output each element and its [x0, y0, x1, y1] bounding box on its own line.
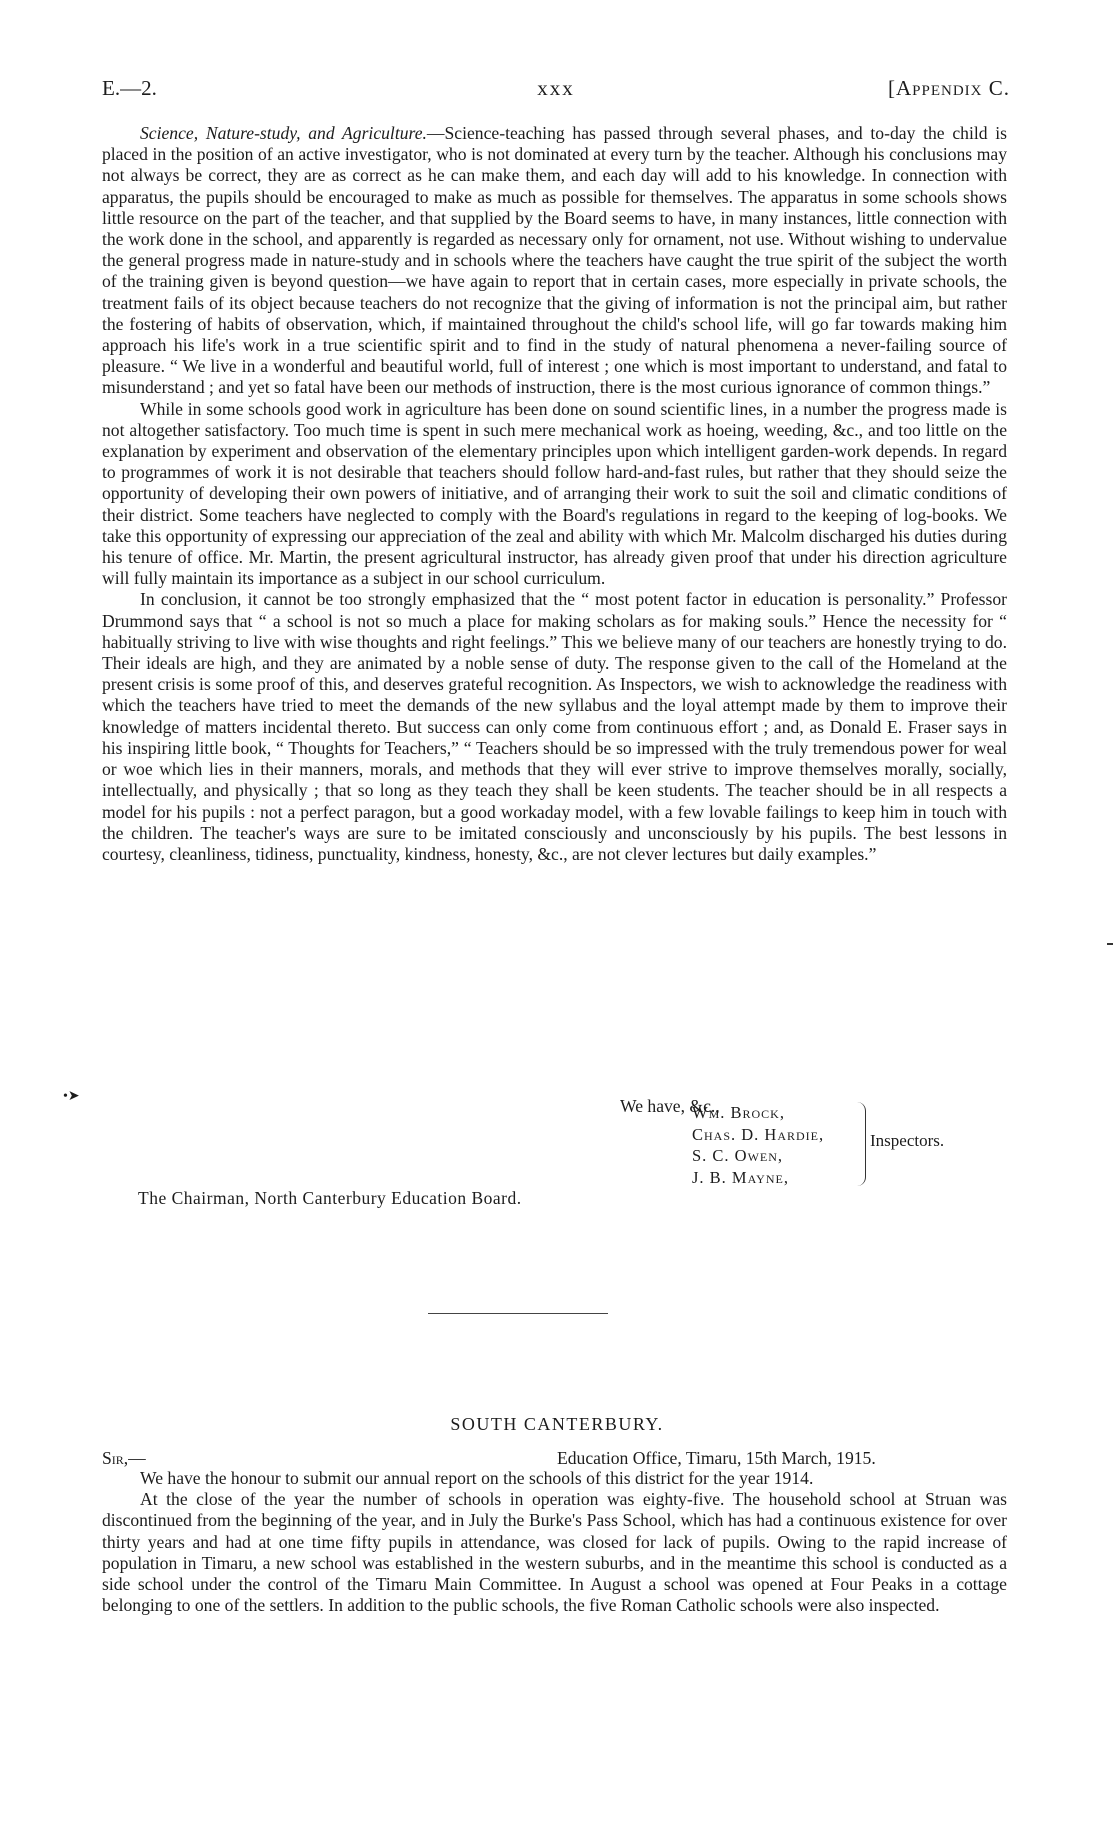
addressee: The Chairman, North Canterbury Education Board. — [138, 1188, 522, 1208]
signatory-list — [692, 1102, 824, 1188]
salutation: Sir,— — [102, 1448, 146, 1468]
dateline: Education Office, Timaru, 15th March, 1915. — [557, 1448, 876, 1468]
signatory-name: S. C. Owen, — [692, 1146, 784, 1165]
section-divider — [428, 1313, 608, 1314]
signatory-brace — [857, 1102, 866, 1186]
paragraph-schools-in-operation: At the close of the year the number of schools in operation was eighty-five. The household school at Struan was discontinued from the beginning of the year, and in July the Burke's Pass School, which has had a continuous existence for over thirty years and had at one time fifty pupils in attendance, was closed for lack of pupils. Owing to the rapid increase of population in Timaru, a new school was established in the western suburbs, and in the meantime this school is conducted as a side school under the control of the Timaru Main Committee. In August a school was opened at Four Peaks in a cottage belonging to one of the settlers. In addition to the public schools, the five Roman Catholic schools were also inspected. — [102, 1489, 1007, 1616]
north-canterbury-report-body — [102, 123, 1007, 865]
signatory-name: Wm. Brock, — [692, 1103, 785, 1122]
header-report-code: E.—2. — [102, 76, 157, 100]
page-header — [102, 76, 1010, 106]
paragraph-heading: Science, Nature-study, and Agriculture. — [140, 123, 427, 143]
margin-arrow-mark: •➤ — [63, 1089, 80, 1104]
signatory-role: Inspectors. — [870, 1131, 945, 1150]
margin-mark — [1107, 943, 1113, 945]
signatory-name: Chas. D. Hardie, — [692, 1124, 825, 1144]
section-title: SOUTH CANTERBURY. — [450, 1414, 664, 1434]
south-canterbury-report-body — [102, 1468, 1007, 1616]
paragraph-text: —Science-teaching has passed through several phases, and to-day the child is placed in the position of an active investigator, who is not dominated at every turn by the teacher. Although his conclusions may not always be correct, they are as correct as he can make them, and each day will add to his knowledge. In connection with apparatus, the pupils should be encouraged to make as much as possible for themselves. The apparatus in some schools shows little resource on the part of the teacher, and that supplied by the Board seems to have, in many instances, little connection with the work done in the school, and apparently is regarded as necessary only for ornament, not use. Without wishing to undervalue the general progress made in nature-study and in schools where the teachers have caught the true spirit of the subject the worth of the training given is beyond question—we have again to report that in certain cases, more especially in private schools, the treatment fails of its object because teachers do not recognize that the giving of information is not the principal aim, but rather the fostering of habits of observation, which, if maintained throughout the child's school life, will go far towards making him approach his life's work in a true scientific spirit and to find in the study of natural phenomena a never-failing source of pleasure. “ We live in a wonderful and beautiful world, full of interest ; one which is most important to understand, and fatal to misunderstand ; and yet so fatal have been our methods of instruction, there is the most curious ignorance of common things.” — [102, 123, 1007, 398]
paragraph-introduction: We have the honour to submit our annual report on the schools of this district for the year 1914. — [140, 1468, 814, 1488]
header-appendix: [Appendix C. — [887, 76, 1010, 100]
header-page-number: xxx — [537, 76, 575, 100]
paragraph-conclusion: In conclusion, it cannot be too strongly emphasized that the “ most potent factor in education is personality.” Professor Drummond says that “ a school is not so much a place for making scholars as for making souls.” Hence the necessity for “ habitually striving to live with wise thoughts and right feelings.” This we believe many of our teachers are honestly trying to do. Their ideals are high, and they are animated by a noble sense of duty. The response given to the call of the Homeland at the present crisis is some proof of this, and deserves grateful recognition. As Inspectors, we wish to acknowledge the readiness with which the teachers have tried to meet the demands of the new syllabus and the loyal attempt made by them to improve their knowledge of matters incidental thereto. But success can only come from continuous effort ; and, as Donald E. Fraser says in his inspiring little book, “ Thoughts for Teachers,” “ Teachers should be so impressed with the truly tremendous power for weal or woe which lies in their manners, morals, and methods that they will ever strive to improve themselves morally, socially, intellectually, and physically ; that so long as they teach they shall be keen students. The teacher should be in all respects a model for his pupils : not a perfect paragon, but a good workaday model, with a few lovable failings to keep him in touch with the children. The teacher's ways are sure to be imitated consciously and unconsciously by his pupils. The best lessons in courtesy, cleanliness, tidiness, punctuality, kindness, honesty, &c., are not clever lectures but daily examples.” — [102, 589, 1007, 864]
paragraph-agriculture: While in some schools good work in agriculture has been done on sound scientific lines, in a number the progress made is not altogether satisfactory. Too much time is spent in such mere mechanical work as hoeing, weeding, &c., and too little on the explanation by experiment and observation of the elementary principles upon which intelligent garden-work depends. In regard to programmes of work it is not desirable that teachers should follow hard-and-fast rules, but rather that they should seize the opportunity of developing their own powers of initiative, and of arranging their work to suit the soil and climatic conditions of their district. Some teachers have neglected to comply with the Board's regulations in regard to the keeping of log-books. We take this opportunity of expressing our appreciation of the zeal and ability with which Mr. Malcolm discharged his duties during his tenure of office. Mr. Martin, the present agricultural instructor, has already given proof that under his direction agriculture will fully maintain its importance as a subject in our school curriculum. — [102, 398, 1007, 589]
closing-phrase: We have, &c., — [620, 1096, 720, 1116]
paragraph-science-nature-study — [102, 123, 1007, 399]
signatory-name: J. B. Mayne, — [692, 1167, 789, 1187]
